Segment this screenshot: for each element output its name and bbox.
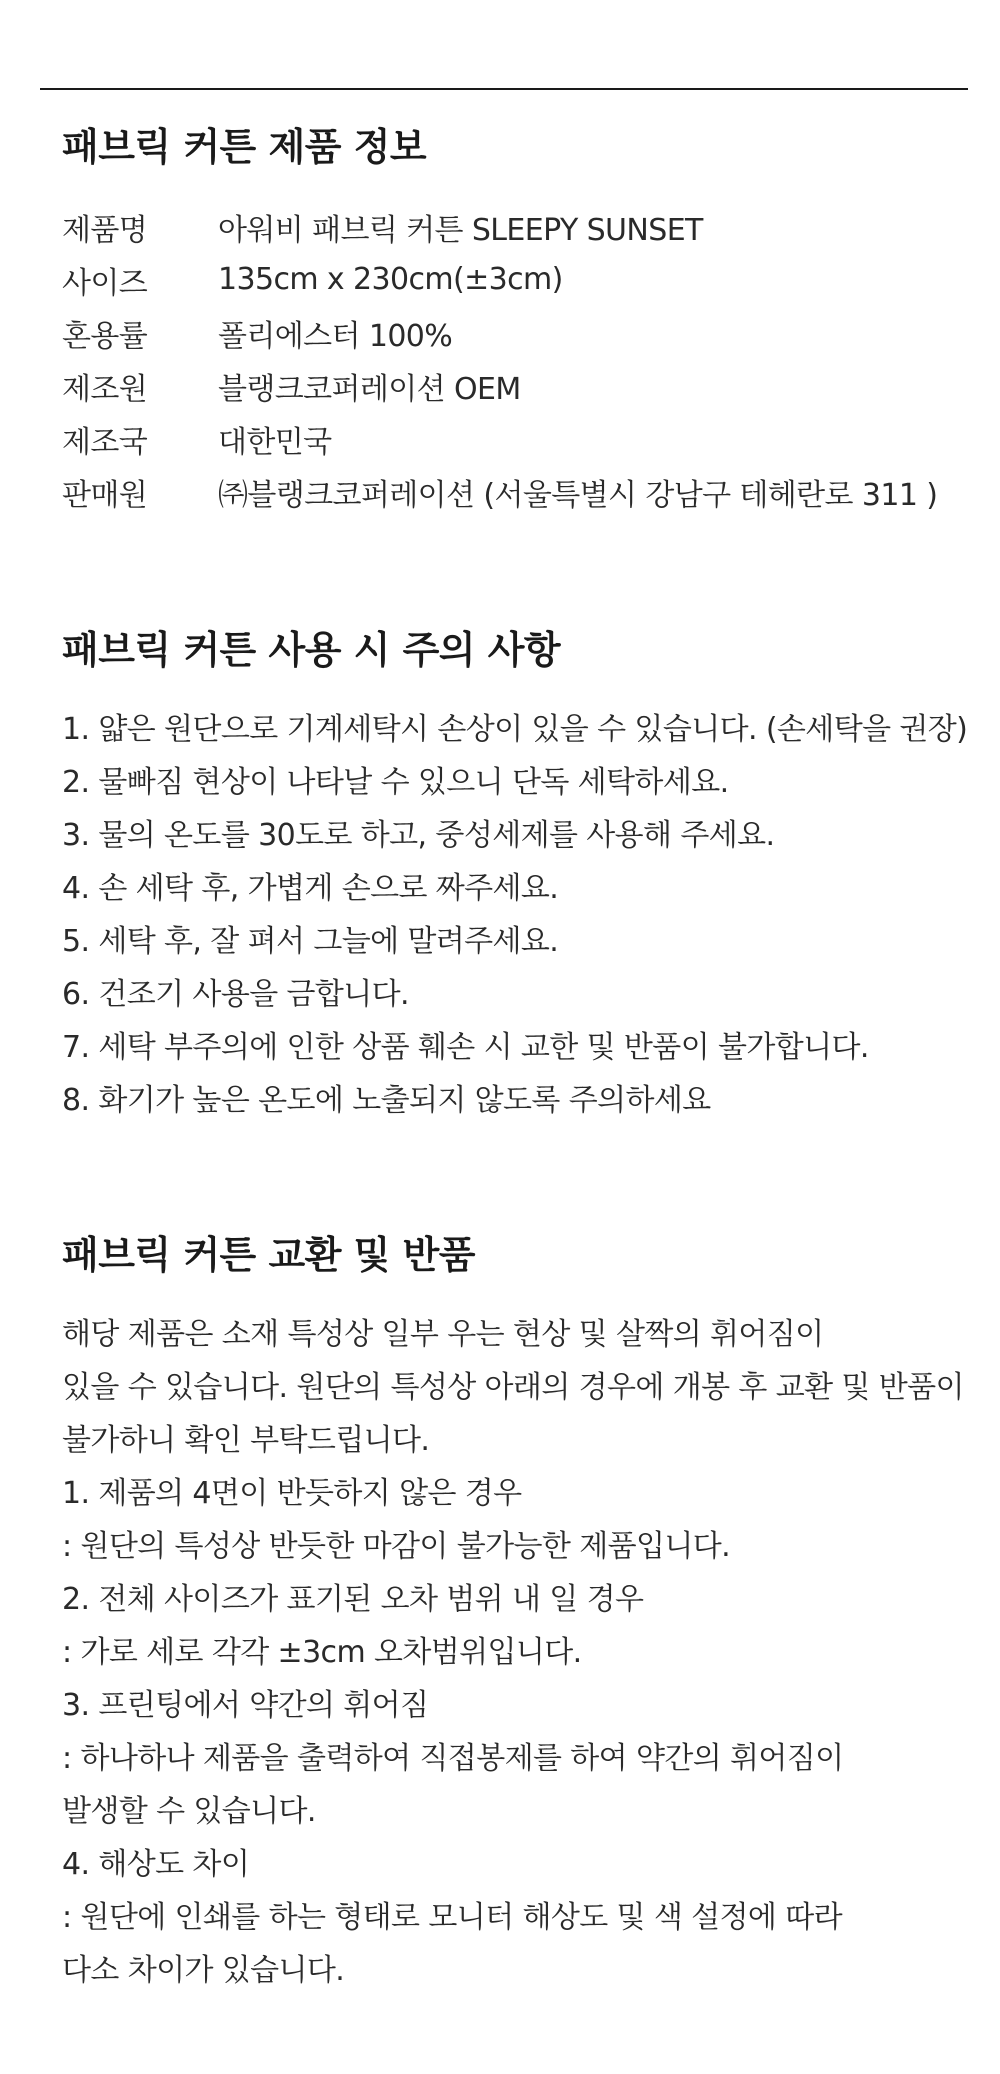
caution-item: 7. 세탁 부주의에 인한 상품 훼손 시 교한 및 반품이 불가합니다. bbox=[62, 1030, 869, 1065]
exchange-line: 2. 전체 사이즈가 표기된 오차 범위 내 일 경우 bbox=[62, 1582, 644, 1617]
product-info-section bbox=[62, 122, 962, 518]
exchange-title: 패브릭 커튼 교환 및 반품 bbox=[62, 1233, 475, 1277]
exchange-text bbox=[62, 1308, 962, 1997]
info-row-product-name bbox=[62, 200, 962, 253]
exchange-line: : 가로 세로 각각 ±3cm 오차범위입니다. bbox=[62, 1635, 582, 1670]
info-label: 판매원 bbox=[62, 477, 148, 513]
caution-item: 3. 물의 온도를 30도로 하고, 중성세제를 사용해 주세요. bbox=[62, 818, 775, 853]
exchange-line: 해당 제품은 소재 특성상 일부 우는 현상 및 살짝의 휘어짐이 bbox=[62, 1317, 824, 1352]
exchange-line: 3. 프린팅에서 약간의 휘어짐 bbox=[62, 1688, 429, 1723]
info-value: 폴리에스터 100% bbox=[218, 318, 453, 354]
info-value: 135cm x 230cm(±3cm) bbox=[218, 262, 563, 297]
info-row-size bbox=[62, 253, 962, 306]
caution-item: 1. 얇은 원단으로 기계세탁시 손상이 있을 수 있습니다. (손세탁을 권장) bbox=[62, 712, 968, 747]
info-row-country bbox=[62, 412, 962, 465]
exchange-line: 있을 수 있습니다. 원단의 특성상 아래의 경우에 개봉 후 교환 및 반품이 bbox=[62, 1370, 964, 1405]
exchange-line: 다소 차이가 있습니다. bbox=[62, 1953, 345, 1988]
info-label: 제조국 bbox=[62, 424, 148, 460]
info-row-manufacturer bbox=[62, 359, 962, 412]
caution-item: 5. 세탁 후, 잘 펴서 그늘에 말려주세요. bbox=[62, 924, 559, 959]
product-info-title: 패브릭 커튼 제품 정보 bbox=[62, 125, 427, 169]
exchange-line: 1. 제품의 4면이 반듯하지 않은 경우 bbox=[62, 1476, 522, 1511]
caution-title: 패브릭 커튼 사용 시 주의 사항 bbox=[62, 628, 561, 672]
exchange-line: 발생할 수 있습니다. bbox=[62, 1794, 316, 1829]
exchange-line: : 원단의 특성상 반듯한 마감이 불가능한 제품입니다. bbox=[62, 1529, 731, 1564]
info-label: 제품명 bbox=[62, 212, 148, 248]
exchange-line: 불가하니 확인 부탁드립니다. bbox=[62, 1423, 430, 1458]
caution-list bbox=[62, 703, 968, 1127]
info-value: 아워비 패브릭 커튼 SLEEPY SUNSET bbox=[218, 212, 703, 248]
caution-item: 6. 건조기 사용을 금합니다. bbox=[62, 977, 409, 1012]
exchange-line: : 원단에 인쇄를 하는 형태로 모니터 해상도 및 색 설정에 따라 bbox=[62, 1900, 842, 1935]
caution-item: 2. 물빠짐 현상이 나타날 수 있으니 단독 세탁하세요. bbox=[62, 765, 729, 800]
exchange-line: 4. 해상도 차이 bbox=[62, 1847, 250, 1882]
exchange-line: : 하나하나 제품을 출력하여 직접봉제를 하여 약간의 휘어짐이 bbox=[62, 1741, 844, 1776]
info-row-seller bbox=[62, 465, 962, 518]
caution-item: 8. 화기가 높은 온도에 노출되지 않도록 주의하세요 bbox=[62, 1083, 711, 1118]
caution-section bbox=[62, 625, 968, 1127]
info-label: 혼용률 bbox=[62, 318, 148, 354]
caution-item: 4. 손 세탁 후, 가볍게 손으로 짜주세요. bbox=[62, 871, 559, 906]
info-label: 사이즈 bbox=[62, 265, 148, 301]
info-value: 블랭크코퍼레이션 OEM bbox=[218, 371, 521, 407]
top-divider bbox=[40, 88, 968, 90]
info-label: 제조원 bbox=[62, 371, 148, 407]
info-value: ㈜블랭크코퍼레이션 (서울특별시 강남구 테헤란로 311 ) bbox=[218, 477, 938, 513]
info-row-material bbox=[62, 306, 962, 359]
exchange-section bbox=[62, 1230, 962, 1997]
product-info-table bbox=[62, 200, 962, 518]
info-value: 대한민국 bbox=[218, 424, 332, 460]
